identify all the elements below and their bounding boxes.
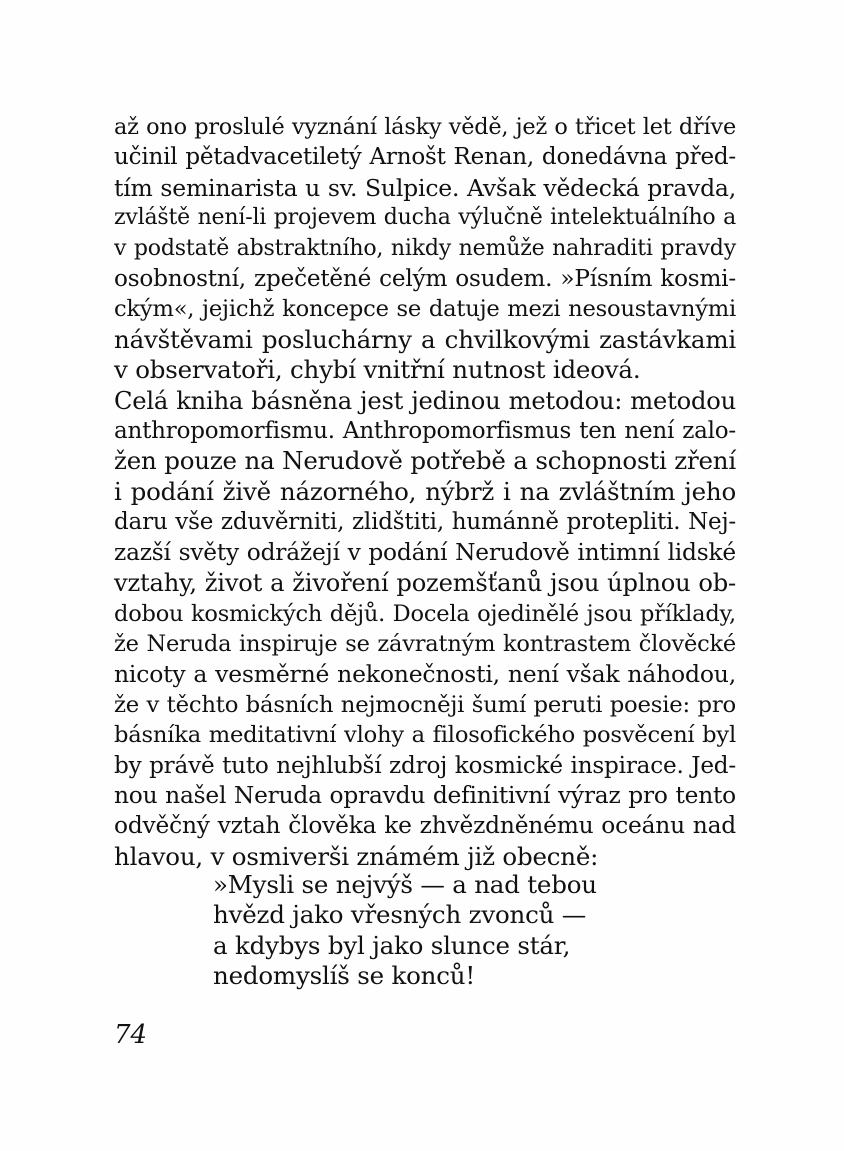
- text-line: odvěčný vztah člověka ke zhvězdněnému oceánu nad: [114, 812, 736, 840]
- text-line: i podání živě názorného, nýbrž i na zvláštním jeho: [114, 476, 736, 506]
- text-line: v observatoři, chybí vnitřní nutnost ideová.: [114, 355, 641, 385]
- text-line: básníka meditativní vlohy a filosofického posvěcení byl: [114, 722, 736, 749]
- text-line: osobnostní, zpečetěné celým osudem. »Písním kosmi-: [114, 266, 736, 293]
- text-line: učinil pětadvacetiletý Arnošt Renan, donedávna před-: [114, 144, 736, 171]
- text-line: nicoty a vesměrné nekonečnosti, není však náhodou,: [114, 660, 736, 689]
- poem-verse: a kdybys byl jako slunce stár,: [213, 930, 571, 960]
- text-line: zazší světy odrážejí v podání Nerudově intimní lidské: [114, 538, 736, 566]
- poem-verse: »Mysli se nejvýš — a nad tebou: [213, 870, 597, 899]
- text-line: tím seminarista u sv. Sulpice. Avšak vědecká pravda,: [114, 173, 736, 202]
- text-line: by právě tuto nejhlubší zdroj kosmické inspirace. Jed-: [114, 752, 736, 779]
- poem-verse: hvězd jako vřesných zvonců —: [213, 900, 587, 930]
- poem-verse: nedomyslíš se konců!: [213, 961, 475, 991]
- text-line: daru vše zduvěrniti, zlidštiti, humánně protepliti. Nej-: [114, 509, 736, 536]
- text-line: Celá kniha básněna jest jedinou metodou: metodou: [114, 386, 736, 415]
- text-line: ckým«, jejichž koncepce se datuje mezi nesoustavnými: [114, 296, 736, 323]
- text-line: nou našel Neruda opravdu definitivní výraz pro tento: [114, 781, 736, 809]
- text-line: že v těchto básních nejmocněji šumí peruti poesie: pro: [114, 691, 736, 718]
- text-line: anthropomorfismu. Anthropomorfismus ten není zalo-: [114, 418, 736, 445]
- text-line: že Neruda inspiruje se závratným kontrastem člověcké: [114, 630, 736, 657]
- text-line: v podstatě abstraktního, nikdy nemůže nahraditi pravdy: [114, 235, 736, 261]
- page-number: 74: [114, 1020, 148, 1050]
- text-line: zvláště není-li projevem ducha výlučně intelektuálního a: [114, 205, 736, 231]
- text-line: žen pouze na Nerudově potřebě a schopnosti zření: [114, 446, 736, 476]
- poem-quote: [213, 870, 633, 992]
- text-line: hlavou, v osmiverši známém již obecně:: [114, 841, 599, 871]
- text-line: až ono proslulé vyznání lásky vědě, jež o třicet let dříve: [114, 114, 736, 140]
- body-text: [114, 112, 736, 872]
- text-line: dobou kosmických dějů. Docela ojedinělé jsou příklady,: [114, 600, 736, 627]
- text-line: vztahy, život a živoření pozemšťanů jsou úplnou ob-: [114, 569, 736, 598]
- text-line: návštěvami posluchárny a chvilkovými zastávkami: [114, 324, 736, 354]
